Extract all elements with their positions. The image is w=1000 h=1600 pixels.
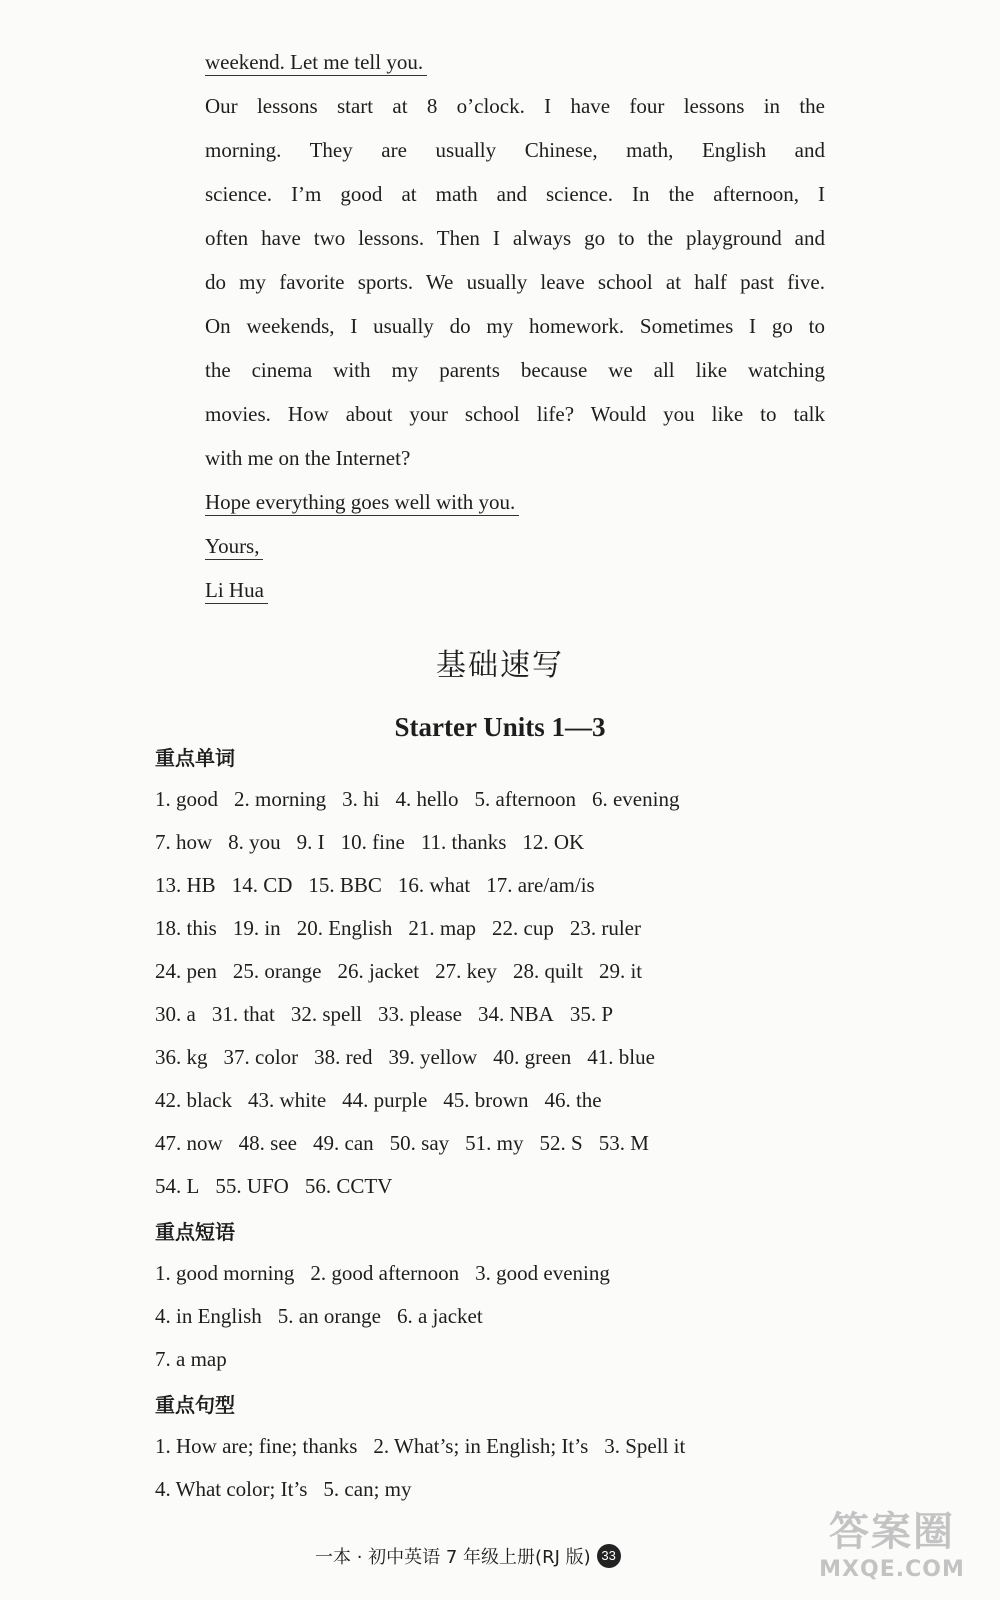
words-item: 30. a — [155, 1002, 196, 1026]
words-line — [155, 778, 845, 821]
words-item: 52. S — [539, 1131, 583, 1155]
words-item: 50. say — [389, 1131, 450, 1155]
words-item: 40. green — [493, 1045, 572, 1069]
words-item: 28. quilt — [512, 959, 583, 983]
words-heading: 重点单词 — [155, 746, 235, 770]
words-item: 36. kg — [155, 1045, 208, 1069]
words-item: 41. blue — [587, 1045, 655, 1069]
letter-body-line: with me on the Internet? — [205, 446, 411, 470]
words-item: 3. hi — [342, 787, 380, 811]
phrases-item: 2. good afternoon — [310, 1261, 460, 1285]
words-item: 27. key — [435, 959, 497, 983]
words-line — [155, 821, 845, 864]
answer-content — [155, 738, 845, 1511]
words-line — [155, 950, 845, 993]
words-item: 48. see — [238, 1131, 297, 1155]
phrases-item: 4. in English — [155, 1304, 262, 1328]
words-item: 51. my — [465, 1131, 524, 1155]
letter-body-line: movies. How about your school life? Would you like to talk — [205, 402, 825, 426]
footer-text: 一本 · 初中英语 7 年级上册(RJ 版) — [315, 1547, 591, 1568]
words-item: 23. ruler — [569, 916, 641, 940]
phrases-item: 7. a map — [155, 1347, 227, 1371]
words-item: 56. CCTV — [304, 1174, 393, 1198]
section-title-en: Starter Units 1—3 — [394, 712, 606, 742]
words-item: 44. purple — [342, 1088, 428, 1112]
letter-closing: Hope everything goes well with you. — [205, 480, 825, 524]
words-item: 38. red — [314, 1045, 373, 1069]
words-item: 42. black — [155, 1088, 232, 1112]
letter-body-line: the cinema with my parents because we all like watching — [205, 358, 825, 382]
sentences-item: 4. What color; It’s — [155, 1477, 308, 1501]
words-item: 19. in — [232, 916, 281, 940]
words-item: 32. spell — [290, 1002, 362, 1026]
words-item: 35. P — [569, 1002, 614, 1026]
words-item: 13. HB — [155, 873, 216, 897]
watermark-logo — [812, 1500, 972, 1590]
letter-body-line: morning. They are usually Chinese, math, English and — [205, 138, 825, 162]
letter-name: Li Hua — [205, 568, 825, 612]
sentences-item: 2. What’s; in English; It’s — [373, 1434, 589, 1458]
words-item: 7. how — [155, 830, 213, 854]
words-item: 47. now — [155, 1131, 223, 1155]
words-item: 31. that — [211, 1002, 275, 1026]
words-item: 15. BBC — [308, 873, 382, 897]
letter-intro: weekend. Let me tell you. — [205, 40, 825, 84]
phrases-item: 3. good evening — [475, 1261, 610, 1285]
sentences-item: 1. How are; fine; thanks — [155, 1434, 358, 1458]
words-item: 16. what — [397, 873, 471, 897]
words-item: 5. afternoon — [474, 787, 576, 811]
words-item: 12. OK — [522, 830, 585, 854]
words-item: 21. map — [408, 916, 477, 940]
words-item: 55. UFO — [215, 1174, 289, 1198]
words-list — [155, 778, 845, 1208]
words-item: 6. evening — [591, 787, 680, 811]
words-item: 29. it — [598, 959, 643, 983]
words-item: 54. L — [155, 1174, 200, 1198]
words-item: 17. are/am/is — [486, 873, 595, 897]
phrases-line — [155, 1338, 845, 1381]
watermark-bottom: MXQE.COM — [819, 1557, 965, 1582]
sentences-item: 3. Spell it — [604, 1434, 686, 1458]
words-item: 9. I — [296, 830, 325, 854]
words-item: 25. orange — [232, 959, 322, 983]
words-item: 2. morning — [234, 787, 327, 811]
letter-body-line: do my favorite sports. We usually leave school at half past five. — [205, 270, 825, 294]
sentences-item: 5. can; my — [323, 1477, 412, 1501]
page-footer — [315, 1543, 621, 1569]
words-line — [155, 864, 845, 907]
words-item: 26. jacket — [337, 959, 420, 983]
words-item: 14. CD — [231, 873, 293, 897]
words-item: 34. NBA — [477, 1002, 554, 1026]
words-item: 45. brown — [443, 1088, 529, 1112]
letter-body-line: On weekends, I usually do my homework. Sometimes I go to — [205, 314, 825, 338]
words-item: 11. thanks — [420, 830, 507, 854]
phrases-line — [155, 1295, 845, 1338]
letter-body-line: often have two lessons. Then I always go to the playground and — [205, 226, 825, 250]
words-item: 22. cup — [492, 916, 554, 940]
phrases-item: 1. good morning — [155, 1261, 295, 1285]
letter-body-line: science. I’m good at math and science. In the afternoon, I — [205, 182, 825, 206]
words-line — [155, 907, 845, 950]
words-item: 20. English — [296, 916, 393, 940]
phrases-list — [155, 1252, 845, 1381]
sentences-heading: 重点句型 — [155, 1393, 235, 1417]
letter-signoff: Yours, — [205, 524, 825, 568]
words-line — [155, 1036, 845, 1079]
section-title-cn: 基础速写 — [436, 648, 564, 683]
words-item: 4. hello — [395, 787, 459, 811]
letter-body-line: Our lessons start at 8 o’clock. I have four lessons in the — [205, 94, 825, 118]
letter — [205, 40, 825, 612]
words-item: 37. color — [223, 1045, 299, 1069]
words-line — [155, 1165, 845, 1208]
words-item: 49. can — [313, 1131, 374, 1155]
phrases-item: 5. an orange — [277, 1304, 381, 1328]
words-item: 18. this — [155, 916, 217, 940]
sentences-line — [155, 1468, 845, 1511]
words-item: 39. yellow — [388, 1045, 478, 1069]
phrases-heading: 重点短语 — [155, 1220, 235, 1244]
sentences-line — [155, 1425, 845, 1468]
page-number: 33 — [597, 1544, 621, 1568]
words-line — [155, 1122, 845, 1165]
watermark-top: 答案圈 — [829, 1509, 955, 1555]
words-item: 46. the — [544, 1088, 602, 1112]
words-line — [155, 993, 845, 1036]
words-item: 43. white — [247, 1088, 327, 1112]
words-item: 24. pen — [155, 959, 217, 983]
words-item: 10. fine — [340, 830, 405, 854]
words-item: 8. you — [228, 830, 281, 854]
phrases-line — [155, 1252, 845, 1295]
phrases-item: 6. a jacket — [396, 1304, 483, 1328]
words-item: 53. M — [598, 1131, 649, 1155]
sentences-list — [155, 1425, 845, 1511]
words-item: 1. good — [155, 787, 218, 811]
words-line — [155, 1079, 845, 1122]
words-item: 33. please — [378, 1002, 462, 1026]
